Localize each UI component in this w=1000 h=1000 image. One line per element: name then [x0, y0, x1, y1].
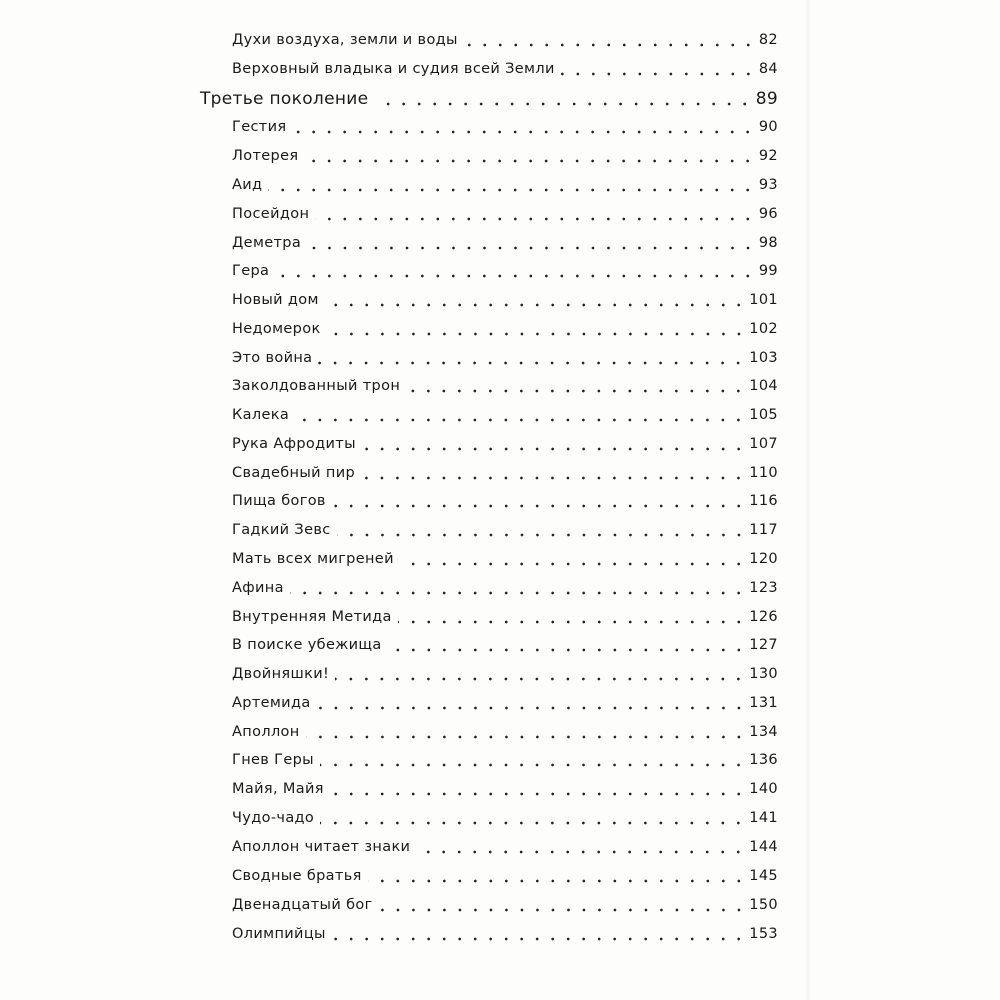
toc-entry-page: 90 — [758, 119, 778, 135]
toc-entry[interactable] — [232, 805, 778, 831]
toc-entry-title: Гадкий Зевс — [232, 522, 331, 538]
toc-entry[interactable] — [232, 172, 778, 198]
dot-leader — [295, 418, 746, 422]
toc-entry-page: 82 — [758, 32, 778, 48]
toc-entry[interactable] — [232, 345, 778, 371]
toc-entry-title: Внутренняя Метида — [232, 609, 392, 625]
toc-entry[interactable] — [232, 287, 778, 313]
toc-section-title: Третье поколение — [200, 89, 369, 109]
toc-entry-title: Это война — [232, 350, 313, 366]
toc-entry[interactable] — [232, 316, 778, 342]
dot-leader — [292, 130, 755, 134]
toc-entry[interactable] — [232, 56, 778, 82]
toc-entry-page: 123 — [749, 580, 778, 596]
toc-entry[interactable] — [232, 201, 778, 227]
dot-leader — [275, 274, 756, 278]
toc-entry-page: 110 — [749, 465, 778, 481]
toc-entry-page: 116 — [749, 493, 778, 509]
toc-entry-title: Олимпийцы — [232, 926, 326, 942]
toc-entry-page: 105 — [749, 407, 778, 423]
toc-entry-title: Заколдованный трон — [232, 378, 401, 394]
toc-entry-title: Аполлон читает знаки — [232, 839, 411, 855]
toc-entry-page: 131 — [749, 695, 778, 711]
dot-leader — [388, 648, 747, 652]
toc-entry-title: Новый дом — [232, 292, 319, 308]
toc-entry[interactable] — [232, 373, 778, 399]
dot-leader — [317, 706, 747, 710]
dot-leader — [416, 850, 746, 854]
toc-entry-title: Двойняшки! — [232, 666, 330, 682]
toc-entry-page: 84 — [758, 61, 778, 77]
toc-entry-page: 92 — [758, 148, 778, 164]
toc-entry-title: Гера — [232, 263, 270, 279]
toc-entry-title: Афина — [232, 580, 284, 596]
toc-entry[interactable] — [232, 488, 778, 514]
toc-entry-page: 89 — [755, 89, 778, 109]
toc-entry-page: 93 — [758, 177, 778, 193]
toc-entry-page: 136 — [749, 752, 778, 768]
toc-entry-page: 98 — [758, 235, 778, 251]
toc-entry-title: Духи воздуха, земли и воды — [232, 32, 458, 48]
toc-entry-title: В поиске убежища — [232, 637, 382, 653]
toc-entry-page: 104 — [749, 378, 778, 394]
dot-leader — [268, 188, 755, 192]
dot-leader — [379, 908, 747, 912]
toc-entry-page: 126 — [749, 609, 778, 625]
toc-entry[interactable] — [232, 460, 778, 486]
toc-entry[interactable] — [232, 230, 778, 256]
toc-entry-title: Недомерок — [232, 321, 321, 337]
dot-leader — [398, 620, 747, 624]
dot-leader — [330, 792, 746, 796]
toc-entry[interactable] — [232, 517, 778, 543]
toc-entry-title: Лотерея — [232, 148, 299, 164]
toc-entry-page: 153 — [749, 926, 778, 942]
toc-entry[interactable] — [232, 834, 778, 860]
toc-entry-page: 103 — [749, 350, 778, 366]
toc-entry-page: 101 — [749, 292, 778, 308]
toc-entry-page: 117 — [749, 522, 778, 538]
toc-entry-page: 120 — [749, 551, 778, 567]
dot-leader — [320, 763, 746, 767]
toc-entry-page: 140 — [749, 781, 778, 797]
toc-entry-title: Мать всех мигреней — [232, 551, 394, 567]
dot-leader — [304, 159, 755, 163]
toc-entry[interactable] — [232, 258, 778, 284]
toc-entry-title: Двенадцатый бог — [232, 897, 373, 913]
toc-entry[interactable] — [232, 402, 778, 428]
toc-entry[interactable] — [232, 863, 778, 889]
toc-entry-title: Аполлон — [232, 724, 300, 740]
toc-entry-title: Аид — [232, 177, 263, 193]
toc-entry[interactable] — [232, 604, 778, 630]
dot-leader — [315, 217, 756, 221]
toc-entry[interactable] — [232, 719, 778, 745]
toc-entry[interactable] — [232, 143, 778, 169]
toc-entry-title: Сводные братья — [232, 868, 362, 884]
toc-entry-page: 141 — [749, 810, 778, 826]
toc-entry-title: Посейдон — [232, 206, 310, 222]
toc-entry-page: 127 — [749, 637, 778, 653]
toc-entry[interactable] — [232, 690, 778, 716]
toc-entry-title: Гнев Геры — [232, 752, 314, 768]
toc-entry-page: 150 — [749, 897, 778, 913]
toc-section-entry[interactable] — [200, 86, 778, 112]
toc-entry-title: Пища богов — [232, 493, 326, 509]
dot-leader — [332, 504, 746, 508]
dot-leader — [406, 389, 746, 393]
toc-entry[interactable] — [232, 892, 778, 918]
dot-leader — [368, 879, 747, 883]
toc-entry-page: 145 — [749, 868, 778, 884]
dot-leader — [361, 476, 746, 480]
toc-entry[interactable] — [232, 632, 778, 658]
toc-entry-title: Гестия — [232, 119, 287, 135]
toc-entry-title: Чудо-чадо — [232, 810, 315, 826]
dot-leader — [307, 246, 756, 250]
dot-leader — [374, 102, 752, 106]
dot-leader — [332, 937, 746, 941]
toc-entry-page: 107 — [749, 436, 778, 452]
toc-entry-title: Верховный владыка и судия всей Земли — [232, 61, 555, 77]
toc-entry-page: 144 — [749, 839, 778, 855]
toc-entry[interactable] — [232, 431, 778, 457]
toc-entry[interactable] — [232, 27, 778, 53]
toc-entry-page: 134 — [749, 724, 778, 740]
toc-entry-title: Свадебный пир — [232, 465, 356, 481]
toc-entry[interactable] — [232, 546, 778, 572]
dot-leader — [290, 591, 746, 595]
toc-entry[interactable] — [232, 747, 778, 773]
dot-leader — [327, 332, 747, 336]
dot-leader — [464, 43, 756, 47]
toc-entry-page: 96 — [758, 206, 778, 222]
toc-entry-page: 99 — [758, 263, 778, 279]
toc-entry-title: Майя, Майя — [232, 781, 324, 797]
toc-entry[interactable] — [232, 661, 778, 687]
dot-leader — [561, 72, 756, 76]
toc-entry-page: 130 — [749, 666, 778, 682]
toc-entry-title: Деметра — [232, 235, 302, 251]
toc-entry[interactable] — [232, 921, 778, 947]
toc-entry-title: Артемида — [232, 695, 311, 711]
toc-entry[interactable] — [232, 575, 778, 601]
dot-leader — [325, 303, 746, 307]
dot-leader — [337, 533, 747, 537]
dot-leader — [320, 821, 746, 825]
toc-entry-title: Калека — [232, 407, 290, 423]
dot-leader — [306, 735, 747, 739]
toc-entry-page: 102 — [749, 321, 778, 337]
dot-leader — [400, 562, 746, 566]
dot-leader — [335, 677, 746, 681]
dot-leader — [362, 447, 746, 451]
toc-entry[interactable] — [232, 776, 778, 802]
dot-leader — [318, 361, 746, 365]
toc-entry-title: Рука Афродиты — [232, 436, 356, 452]
toc-entry[interactable] — [232, 114, 778, 140]
